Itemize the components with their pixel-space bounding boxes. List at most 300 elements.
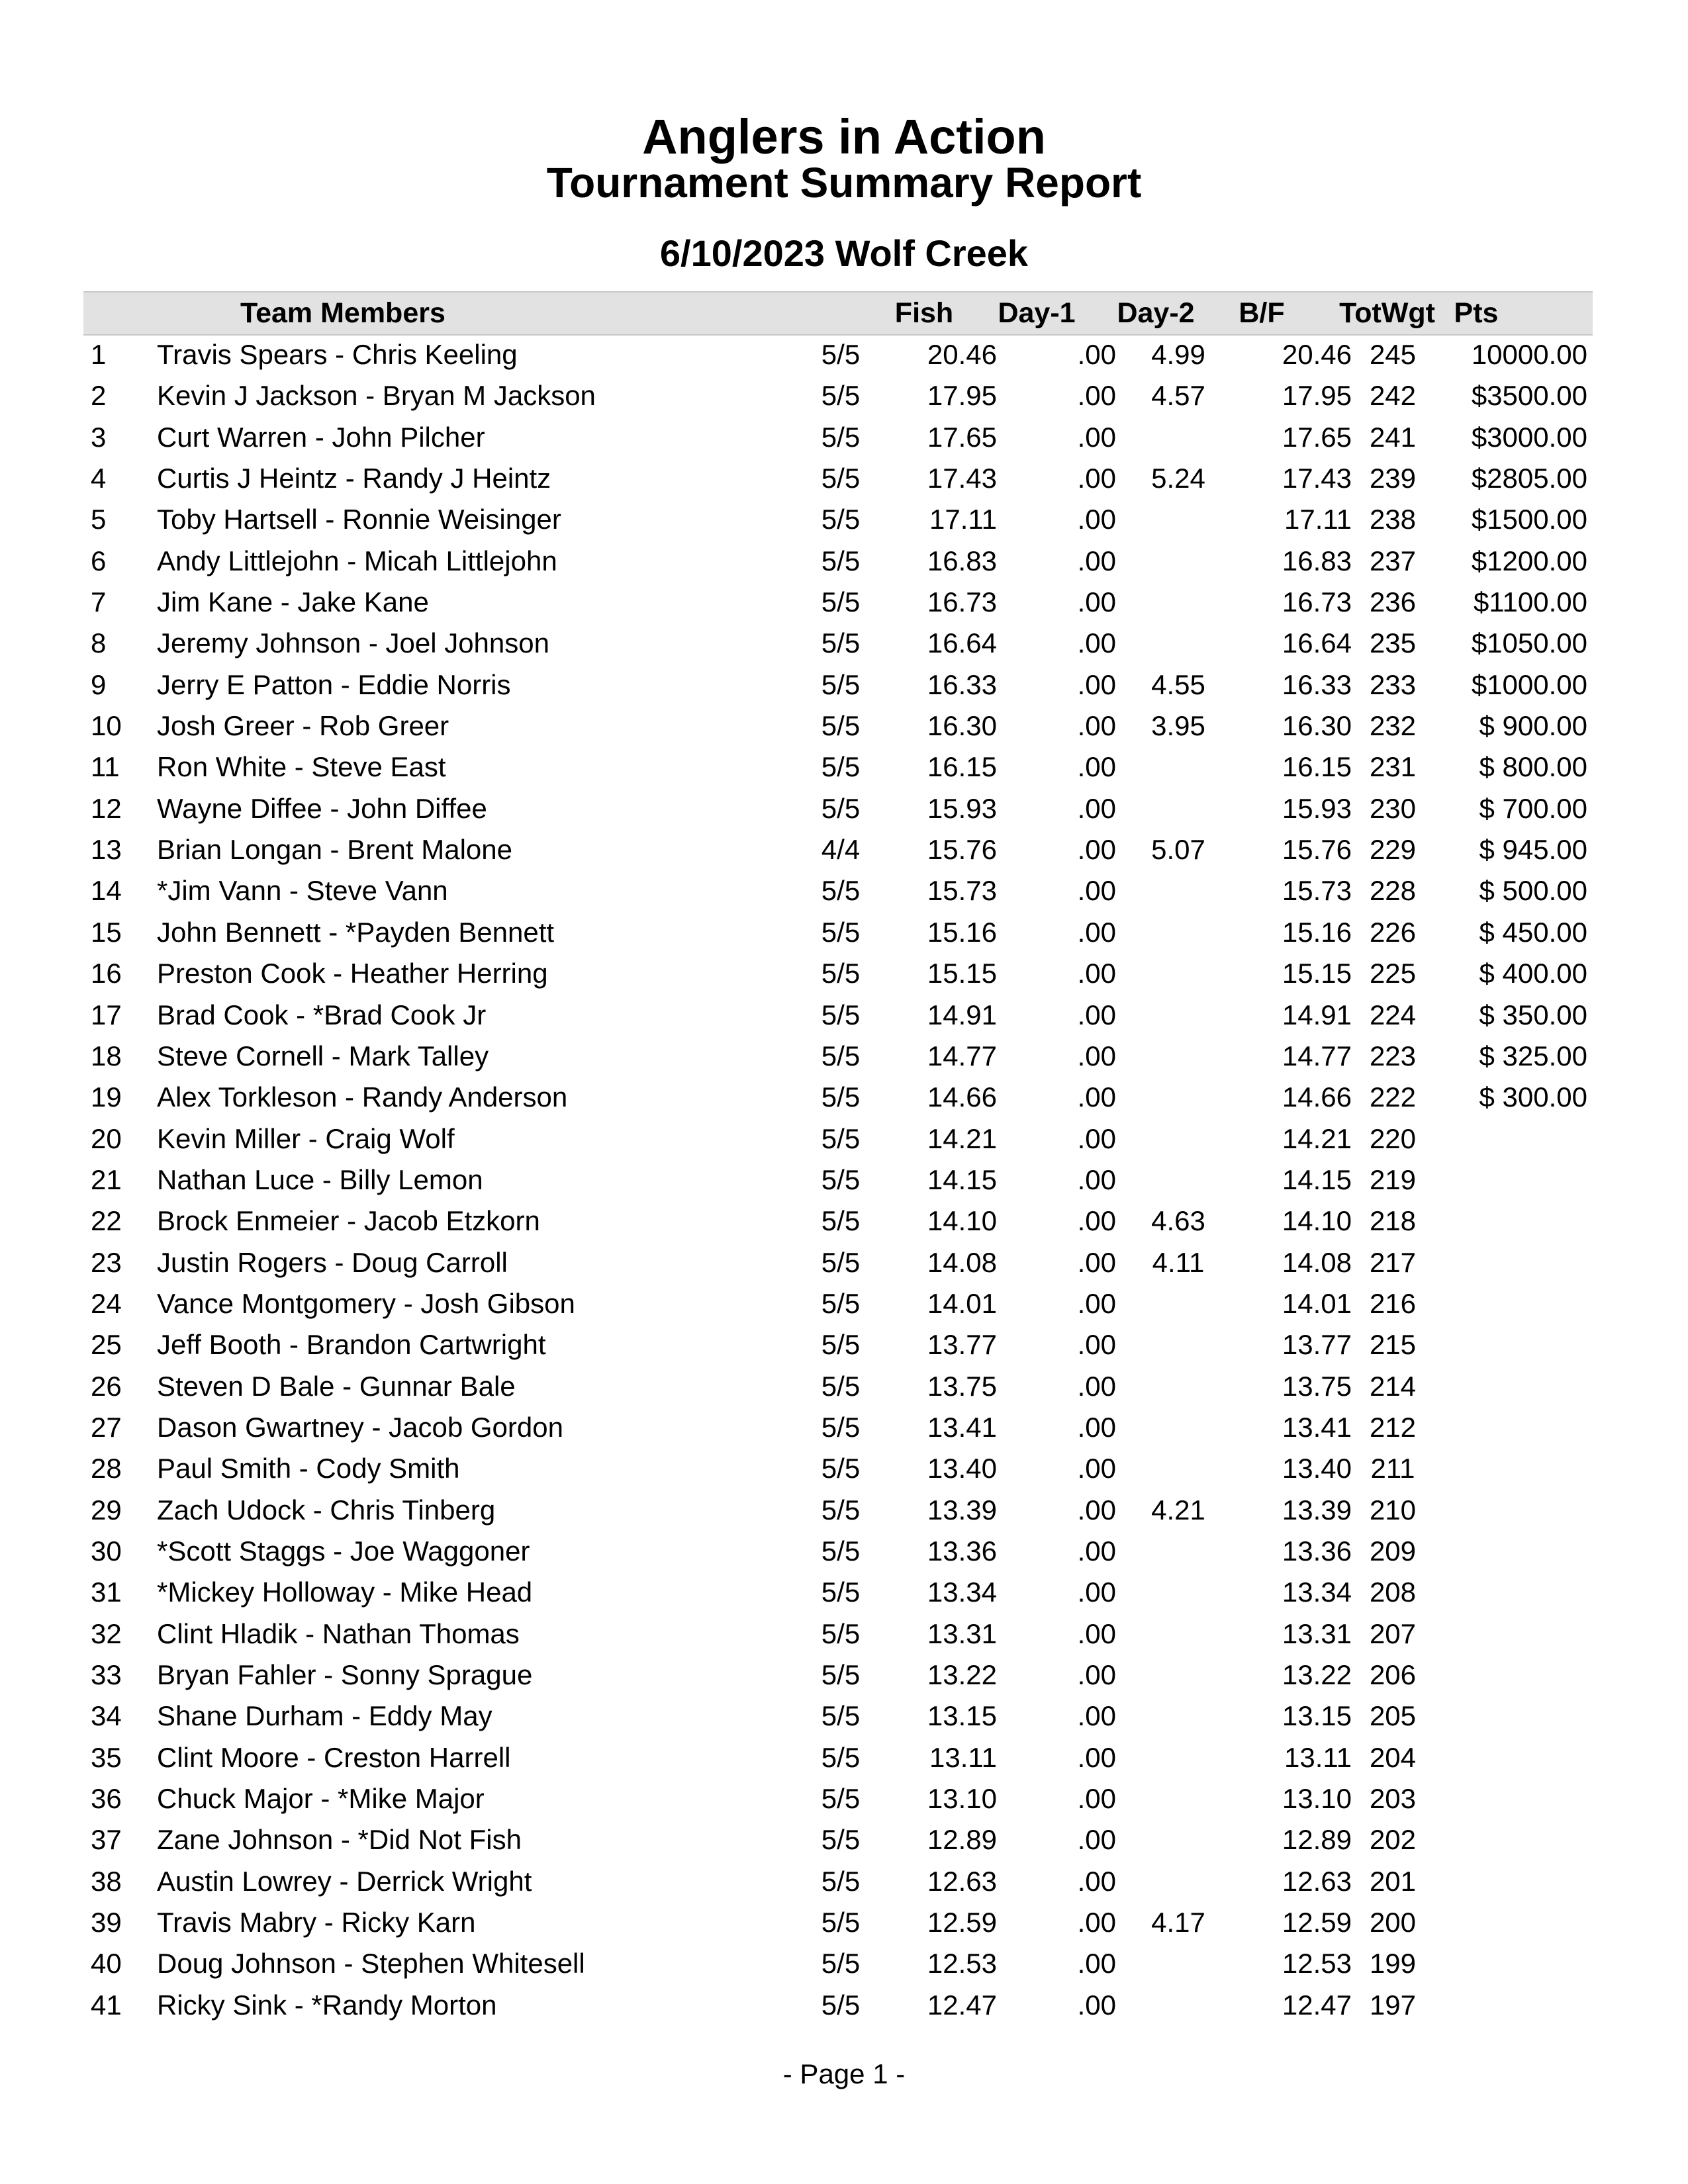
points-cell: 222: [1369, 1081, 1417, 1113]
day2-cell: .00: [1077, 1948, 1116, 1979]
day2-cell: .00: [1077, 1865, 1116, 1897]
day1-cell: 15.93: [927, 792, 997, 824]
points-cell: 211: [1370, 1453, 1415, 1484]
fish-cell: 5/5: [821, 1494, 861, 1525]
report-subtitle: Tournament Summary Report: [546, 159, 1142, 206]
total-weight-cell: 15.93: [1282, 792, 1352, 824]
day1-cell: 17.43: [927, 463, 997, 494]
fish-cell: 5/5: [821, 1163, 861, 1195]
fish-cell: 5/5: [821, 999, 861, 1030]
table-row: [0, 1242, 1688, 1283]
payout-cell: $ 800.00: [1479, 751, 1587, 783]
rank-cell: 30: [91, 1535, 122, 1567]
table-row: [0, 829, 1688, 870]
fish-cell: 5/5: [821, 1453, 861, 1484]
rank-cell: 23: [91, 1246, 122, 1278]
day2-cell: .00: [1077, 958, 1116, 989]
day2-cell: .00: [1077, 834, 1116, 866]
table-row: [0, 1077, 1688, 1118]
table-row: [0, 1819, 1688, 1860]
fish-cell: 5/5: [821, 1535, 861, 1567]
rank-cell: 12: [91, 792, 122, 824]
day2-cell: .00: [1077, 1287, 1116, 1319]
points-cell: 231: [1369, 751, 1417, 783]
rank-cell: 35: [91, 1741, 122, 1773]
rank-cell: 5: [91, 504, 107, 535]
rank-cell: 18: [91, 1040, 122, 1071]
points-cell: 236: [1369, 586, 1417, 618]
day1-cell: 15.76: [927, 834, 997, 866]
day1-cell: 14.66: [927, 1081, 997, 1113]
rank-cell: 24: [91, 1287, 122, 1319]
payout-cell: $ 500.00: [1479, 875, 1587, 907]
fish-cell: 5/5: [821, 1040, 861, 1071]
payout-cell: $3500.00: [1471, 380, 1587, 412]
table-row: [0, 705, 1688, 747]
fish-cell: 5/5: [821, 1246, 861, 1278]
total-weight-cell: 16.73: [1282, 586, 1352, 618]
header-total-weight: TotWgt: [1339, 297, 1435, 329]
payout-cell: $1000.00: [1471, 668, 1587, 700]
payout-cell: $3000.00: [1471, 421, 1587, 453]
total-weight-cell: 15.16: [1282, 916, 1352, 948]
team-members-cell: Clint Moore - Creston Harrell: [157, 1741, 511, 1773]
points-cell: 235: [1369, 627, 1417, 659]
points-cell: 200: [1369, 1907, 1417, 1938]
team-members-cell: Kevin J Jackson - Bryan M Jackson: [157, 380, 596, 412]
payout-cell: $1500.00: [1471, 504, 1587, 535]
total-weight-cell: 20.46: [1282, 339, 1352, 370]
day1-cell: 13.11: [929, 1741, 997, 1773]
table-row: [0, 334, 1688, 375]
table-row: [0, 1655, 1688, 1696]
table-row: [0, 1737, 1688, 1778]
total-weight-cell: 12.59: [1282, 1907, 1352, 1938]
table-row: [0, 1531, 1688, 1572]
points-cell: 218: [1369, 1205, 1417, 1237]
fish-cell: 5/5: [821, 380, 861, 412]
fish-cell: 5/5: [821, 1329, 861, 1361]
table-row: [0, 1366, 1688, 1407]
day1-cell: 12.59: [927, 1907, 997, 1938]
payout-cell: $ 700.00: [1479, 792, 1587, 824]
fish-cell: 5/5: [821, 1989, 861, 2021]
team-members-cell: *Scott Staggs - Joe Waggoner: [157, 1535, 530, 1567]
total-weight-cell: 12.63: [1282, 1865, 1352, 1897]
team-members-cell: Josh Greer - Rob Greer: [157, 710, 449, 742]
points-cell: 197: [1369, 1989, 1417, 2021]
payout-cell: $ 325.00: [1479, 1040, 1587, 1071]
big-fish-cell: 4.21: [1151, 1494, 1205, 1525]
rank-cell: 34: [91, 1700, 122, 1732]
big-fish-cell: 5.07: [1151, 834, 1205, 866]
table-row: [0, 1490, 1688, 1531]
points-cell: 239: [1369, 463, 1417, 494]
team-members-cell: Paul Smith - Cody Smith: [157, 1453, 460, 1484]
table-row: [0, 1614, 1688, 1655]
day2-cell: .00: [1077, 1494, 1116, 1525]
table-row: [0, 541, 1688, 582]
points-cell: 199: [1369, 1948, 1417, 1979]
payout-cell: $ 300.00: [1479, 1081, 1587, 1113]
points-cell: 230: [1369, 792, 1417, 824]
rank-cell: 21: [91, 1163, 122, 1195]
team-members-cell: Zach Udock - Chris Tinberg: [157, 1494, 496, 1525]
fish-cell: 5/5: [821, 1081, 861, 1113]
team-members-cell: Preston Cook - Heather Herring: [157, 958, 548, 989]
results-table: [0, 334, 1688, 2026]
day1-cell: 14.08: [927, 1246, 997, 1278]
table-row: [0, 1448, 1688, 1489]
points-cell: 210: [1369, 1494, 1417, 1525]
team-members-cell: Bryan Fahler - Sonny Sprague: [157, 1659, 533, 1690]
total-weight-cell: 14.15: [1282, 1163, 1352, 1195]
total-weight-cell: 13.41: [1282, 1411, 1352, 1443]
fish-cell: 5/5: [821, 504, 861, 535]
points-cell: 223: [1369, 1040, 1417, 1071]
total-weight-cell: 14.66: [1282, 1081, 1352, 1113]
payout-cell: $2805.00: [1471, 463, 1587, 494]
day1-cell: 16.30: [927, 710, 997, 742]
total-weight-cell: 13.39: [1282, 1494, 1352, 1525]
rank-cell: 3: [91, 421, 107, 453]
rank-cell: 11: [91, 751, 120, 783]
fish-cell: 5/5: [821, 710, 861, 742]
day2-cell: .00: [1077, 1741, 1116, 1773]
day2-cell: .00: [1077, 1535, 1116, 1567]
day1-cell: 12.53: [927, 1948, 997, 1979]
rank-cell: 31: [91, 1576, 122, 1608]
header-big-fish: B/F: [1239, 297, 1285, 329]
rank-cell: 4: [91, 463, 107, 494]
rank-cell: 22: [91, 1205, 122, 1237]
big-fish-cell: 4.55: [1151, 668, 1205, 700]
table-row: [0, 417, 1688, 458]
total-weight-cell: 17.11: [1284, 504, 1352, 535]
day2-cell: .00: [1077, 586, 1116, 618]
header-day1: Day-1: [998, 297, 1076, 329]
points-cell: 212: [1369, 1411, 1417, 1443]
team-members-cell: Vance Montgomery - Josh Gibson: [157, 1287, 575, 1319]
table-row: [0, 870, 1688, 911]
day1-cell: 13.31: [927, 1617, 997, 1649]
total-weight-cell: 16.30: [1282, 710, 1352, 742]
total-weight-cell: 14.01: [1282, 1287, 1352, 1319]
day1-cell: 17.95: [927, 380, 997, 412]
points-cell: 201: [1369, 1865, 1417, 1897]
fish-cell: 5/5: [821, 751, 861, 783]
fish-cell: 5/5: [821, 1865, 861, 1897]
team-members-cell: Wayne Diffee - John Diffee: [157, 792, 487, 824]
points-cell: 220: [1369, 1122, 1417, 1154]
points-cell: 217: [1369, 1246, 1417, 1278]
payout-cell: $ 945.00: [1479, 834, 1587, 866]
day2-cell: .00: [1077, 1453, 1116, 1484]
day2-cell: .00: [1077, 1989, 1116, 2021]
day2-cell: .00: [1077, 668, 1116, 700]
day2-cell: .00: [1077, 916, 1116, 948]
day1-cell: 14.77: [927, 1040, 997, 1071]
rank-cell: 17: [91, 999, 122, 1030]
fish-cell: 5/5: [821, 1617, 861, 1649]
fish-cell: 5/5: [821, 916, 861, 948]
fish-cell: 5/5: [821, 1576, 861, 1608]
day2-cell: .00: [1077, 1370, 1116, 1402]
big-fish-cell: 4.11: [1152, 1246, 1205, 1278]
rank-cell: 9: [91, 668, 107, 700]
day1-cell: 14.91: [927, 999, 997, 1030]
total-weight-cell: 14.91: [1282, 999, 1352, 1030]
day1-cell: 13.34: [927, 1576, 997, 1608]
table-row: [0, 1324, 1688, 1365]
rank-cell: 40: [91, 1948, 122, 1979]
table-row: [0, 1160, 1688, 1201]
table-row: [0, 1943, 1688, 1984]
table-row: [0, 953, 1688, 994]
day2-cell: .00: [1077, 380, 1116, 412]
table-row: [0, 1036, 1688, 1077]
team-members-cell: Andy Littlejohn - Micah Littlejohn: [157, 545, 557, 576]
points-cell: 202: [1369, 1824, 1417, 1856]
points-cell: 214: [1369, 1370, 1417, 1402]
table-row: [0, 375, 1688, 416]
rank-cell: 16: [91, 958, 122, 989]
day1-cell: 15.73: [927, 875, 997, 907]
payout-cell: $1200.00: [1471, 545, 1587, 576]
table-row: [0, 747, 1688, 788]
day1-cell: 13.75: [927, 1370, 997, 1402]
big-fish-cell: 4.63: [1151, 1205, 1205, 1237]
points-cell: 216: [1369, 1287, 1417, 1319]
total-weight-cell: 17.43: [1282, 463, 1352, 494]
total-weight-cell: 16.64: [1282, 627, 1352, 659]
fish-cell: 5/5: [821, 1370, 861, 1402]
rank-cell: 36: [91, 1783, 122, 1815]
day1-cell: 14.15: [927, 1163, 997, 1195]
total-weight-cell: 12.47: [1282, 1989, 1352, 2021]
points-cell: 207: [1369, 1617, 1417, 1649]
day1-cell: 16.83: [927, 545, 997, 576]
team-members-cell: Curtis J Heintz - Randy J Heintz: [157, 463, 551, 494]
table-row: [0, 1861, 1688, 1902]
fish-cell: 5/5: [821, 421, 861, 453]
big-fish-cell: 3.95: [1151, 710, 1205, 742]
team-members-cell: Steve Cornell - Mark Talley: [157, 1040, 489, 1071]
total-weight-cell: 13.15: [1282, 1700, 1352, 1732]
team-members-cell: Shane Durham - Eddy May: [157, 1700, 492, 1732]
total-weight-cell: 12.89: [1282, 1824, 1352, 1856]
total-weight-cell: 17.95: [1282, 380, 1352, 412]
fish-cell: 5/5: [821, 627, 861, 659]
day1-cell: 17.65: [927, 421, 997, 453]
points-cell: 224: [1369, 999, 1417, 1030]
day2-cell: .00: [1077, 339, 1116, 370]
points-cell: 226: [1369, 916, 1417, 948]
total-weight-cell: 14.08: [1282, 1246, 1352, 1278]
rank-cell: 37: [91, 1824, 122, 1856]
table-row: [0, 499, 1688, 540]
total-weight-cell: 14.21: [1282, 1122, 1352, 1154]
points-cell: 204: [1369, 1741, 1417, 1773]
total-weight-cell: 14.77: [1282, 1040, 1352, 1071]
table-row: [0, 1696, 1688, 1737]
fish-cell: 5/5: [821, 586, 861, 618]
rank-cell: 6: [91, 545, 107, 576]
day2-cell: .00: [1077, 1617, 1116, 1649]
payout-cell: $ 400.00: [1479, 958, 1587, 989]
header-points: Pts: [1454, 297, 1499, 329]
rank-cell: 27: [91, 1411, 122, 1443]
table-row: [0, 788, 1688, 829]
day2-cell: .00: [1077, 875, 1116, 907]
fish-cell: 5/5: [821, 875, 861, 907]
points-cell: 203: [1369, 1783, 1417, 1815]
table-header: [83, 291, 1593, 336]
team-members-cell: John Bennett - *Payden Bennett: [157, 916, 555, 948]
payout-cell: $ 450.00: [1479, 916, 1587, 948]
day1-cell: 14.21: [927, 1122, 997, 1154]
day1-cell: 16.33: [927, 668, 997, 700]
header-team-members: Team Members: [240, 297, 445, 329]
team-members-cell: Toby Hartsell - Ronnie Weisinger: [157, 504, 561, 535]
day1-cell: 12.89: [927, 1824, 997, 1856]
table-row: [0, 1778, 1688, 1819]
total-weight-cell: 13.77: [1282, 1329, 1352, 1361]
total-weight-cell: 13.11: [1284, 1741, 1352, 1773]
total-weight-cell: 13.40: [1282, 1453, 1352, 1484]
team-members-cell: Travis Spears - Chris Keeling: [157, 339, 518, 370]
table-row: [0, 1201, 1688, 1242]
day2-cell: .00: [1077, 1659, 1116, 1690]
total-weight-cell: 13.36: [1282, 1535, 1352, 1567]
team-members-cell: Nathan Luce - Billy Lemon: [157, 1163, 483, 1195]
fish-cell: 5/5: [821, 1948, 861, 1979]
day1-cell: 13.77: [927, 1329, 997, 1361]
rank-cell: 33: [91, 1659, 122, 1690]
points-cell: 205: [1369, 1700, 1417, 1732]
day2-cell: .00: [1077, 1576, 1116, 1608]
rank-cell: 29: [91, 1494, 122, 1525]
rank-cell: 8: [91, 627, 107, 659]
fish-cell: 5/5: [821, 1907, 861, 1938]
day1-cell: 16.15: [927, 751, 997, 783]
day1-cell: 15.15: [927, 958, 997, 989]
team-members-cell: Alex Torkleson - Randy Anderson: [157, 1081, 568, 1113]
total-weight-cell: 13.34: [1282, 1576, 1352, 1608]
team-members-cell: Brian Longan - Brent Malone: [157, 834, 512, 866]
total-weight-cell: 12.53: [1282, 1948, 1352, 1979]
day2-cell: .00: [1077, 1122, 1116, 1154]
big-fish-cell: 4.57: [1151, 380, 1205, 412]
day2-cell: .00: [1077, 999, 1116, 1030]
header-day2: Day-2: [1117, 297, 1195, 329]
rank-cell: 13: [91, 834, 122, 866]
points-cell: 241: [1369, 421, 1417, 453]
team-members-cell: Kevin Miller - Craig Wolf: [157, 1122, 455, 1154]
day2-cell: .00: [1077, 1081, 1116, 1113]
day2-cell: .00: [1077, 463, 1116, 494]
fish-cell: 5/5: [821, 1824, 861, 1856]
day2-cell: .00: [1077, 1783, 1116, 1815]
day1-cell: 13.22: [927, 1659, 997, 1690]
team-members-cell: Jim Kane - Jake Kane: [157, 586, 429, 618]
rank-cell: 15: [91, 916, 122, 948]
day1-cell: 13.41: [927, 1411, 997, 1443]
team-members-cell: *Jim Vann - Steve Vann: [157, 875, 448, 907]
table-row: [0, 623, 1688, 664]
team-members-cell: Doug Johnson - Stephen Whitesell: [157, 1948, 585, 1979]
total-weight-cell: 13.22: [1282, 1659, 1352, 1690]
team-members-cell: Zane Johnson - *Did Not Fish: [157, 1824, 522, 1856]
team-members-cell: *Mickey Holloway - Mike Head: [157, 1576, 533, 1608]
rank-cell: 39: [91, 1907, 122, 1938]
rank-cell: 28: [91, 1453, 122, 1484]
total-weight-cell: 15.15: [1282, 958, 1352, 989]
fish-cell: 5/5: [821, 1700, 861, 1732]
day1-cell: 16.64: [927, 627, 997, 659]
points-cell: 245: [1369, 339, 1417, 370]
team-members-cell: Steven D Bale - Gunnar Bale: [157, 1370, 516, 1402]
table-row: [0, 582, 1688, 623]
rank-cell: 14: [91, 875, 122, 907]
day1-cell: 20.46: [927, 339, 997, 370]
team-members-cell: Brock Enmeier - Jacob Etzkorn: [157, 1205, 540, 1237]
day2-cell: .00: [1077, 1163, 1116, 1195]
day2-cell: .00: [1077, 1907, 1116, 1938]
fish-cell: 5/5: [821, 1783, 861, 1815]
table-row: [0, 458, 1688, 499]
total-weight-cell: 14.10: [1282, 1205, 1352, 1237]
total-weight-cell: 16.15: [1282, 751, 1352, 783]
day1-cell: 13.15: [927, 1700, 997, 1732]
day2-cell: .00: [1077, 1205, 1116, 1237]
table-row: [0, 1902, 1688, 1943]
day2-cell: .00: [1077, 421, 1116, 453]
team-members-cell: Dason Gwartney - Jacob Gordon: [157, 1411, 563, 1443]
total-weight-cell: 15.73: [1282, 875, 1352, 907]
day1-cell: 17.11: [929, 504, 997, 535]
table-row: [0, 912, 1688, 953]
fish-cell: 5/5: [821, 668, 861, 700]
team-members-cell: Ron White - Steve East: [157, 751, 446, 783]
rank-cell: 10: [91, 710, 122, 742]
team-members-cell: Brad Cook - *Brad Cook Jr: [157, 999, 487, 1030]
day2-cell: .00: [1077, 1040, 1116, 1071]
day2-cell: .00: [1077, 545, 1116, 576]
team-members-cell: Chuck Major - *Mike Major: [157, 1783, 485, 1815]
fish-cell: 5/5: [821, 339, 861, 370]
rank-cell: 41: [91, 1989, 122, 2021]
day2-cell: .00: [1077, 1700, 1116, 1732]
day2-cell: .00: [1077, 627, 1116, 659]
day1-cell: 12.47: [927, 1989, 997, 2021]
event-heading: 6/10/2023 Wolf Creek: [659, 232, 1029, 274]
total-weight-cell: 16.33: [1282, 668, 1352, 700]
fish-cell: 5/5: [821, 958, 861, 989]
points-cell: 209: [1369, 1535, 1417, 1567]
day2-cell: .00: [1077, 710, 1116, 742]
team-members-cell: Travis Mabry - Ricky Karn: [157, 1907, 476, 1938]
fish-cell: 4/4: [821, 834, 861, 866]
fish-cell: 5/5: [821, 1205, 861, 1237]
table-row: [0, 1407, 1688, 1448]
points-cell: 225: [1369, 958, 1417, 989]
points-cell: 238: [1369, 504, 1417, 535]
points-cell: 229: [1369, 834, 1417, 866]
day1-cell: 15.16: [927, 916, 997, 948]
day1-cell: 16.73: [927, 586, 997, 618]
fish-cell: 5/5: [821, 1411, 861, 1443]
